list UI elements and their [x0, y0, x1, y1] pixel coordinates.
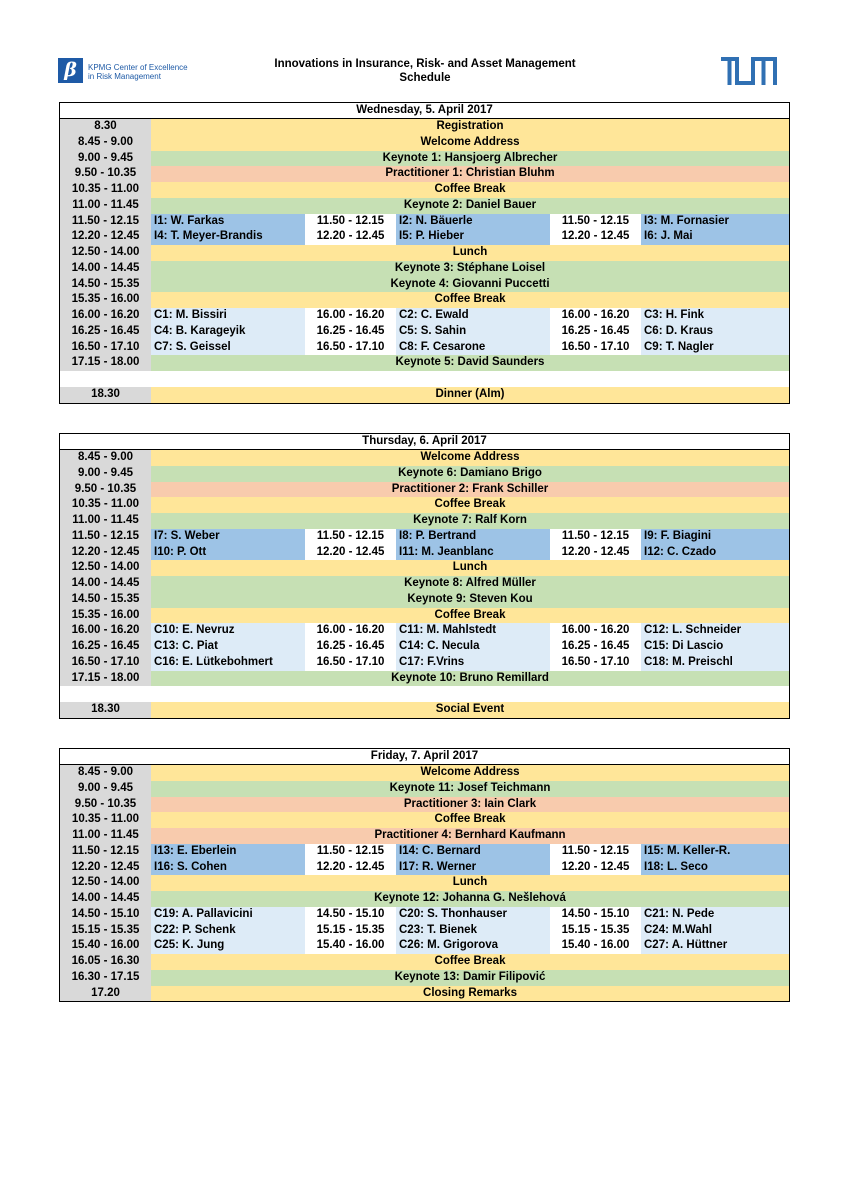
session-label: Keynote 7: Ralf Korn: [151, 513, 789, 529]
session-label: Keynote 6: Damiano Brigo: [151, 466, 789, 482]
session-talk: C19: A. Pallavicini: [151, 907, 305, 923]
parallel-time: 12.20 - 12.45: [305, 545, 396, 561]
schedule-row: [60, 639, 789, 655]
schedule-row: [60, 954, 789, 970]
parallel-time: 14.50 - 15.10: [305, 907, 396, 923]
parallel-time: 12.20 - 12.45: [550, 545, 641, 561]
schedule-row: [60, 907, 789, 923]
time-slot: 11.00 - 11.45: [60, 513, 151, 529]
time-slot: 8.45 - 9.00: [60, 135, 151, 151]
session-talk: C17: F.Vrins: [396, 655, 550, 671]
time-slot: 12.20 - 12.45: [60, 545, 151, 561]
schedule-row: [60, 592, 789, 608]
session-label: Coffee Break: [151, 954, 789, 970]
title-line2: Schedule: [399, 72, 451, 84]
session-label: Dinner (Alm): [151, 387, 789, 403]
schedule-row: [60, 277, 789, 293]
session-talk: C22: P. Schenk: [151, 923, 305, 939]
time-slot: 9.00 - 9.45: [60, 466, 151, 482]
session-talk: C10: E. Nevruz: [151, 623, 305, 639]
parallel-time: 12.20 - 12.45: [305, 860, 396, 876]
session-talk: I15: M. Keller-R.: [641, 844, 789, 860]
parallel-time: 12.20 - 12.45: [550, 860, 641, 876]
time-slot: 8.45 - 9.00: [60, 765, 151, 781]
schedule-row: [60, 497, 789, 513]
session-talk: I10: P. Ott: [151, 545, 305, 561]
session-talk: C18: M. Preischl: [641, 655, 789, 671]
session-talk: I3: M. Fornasier: [641, 214, 789, 230]
session-talk: I11: M. Jeanblanc: [396, 545, 550, 561]
session-label: Registration: [151, 119, 789, 135]
time-slot: 10.35 - 11.00: [60, 182, 151, 198]
schedule-row: [60, 812, 789, 828]
session-talk: I16: S. Cohen: [151, 860, 305, 876]
schedule-row: [60, 308, 789, 324]
time-slot: 11.00 - 11.45: [60, 198, 151, 214]
schedule-row: [60, 781, 789, 797]
time-slot: 14.50 - 15.10: [60, 907, 151, 923]
schedule-row: [60, 229, 789, 245]
schedule-row: [60, 986, 789, 1002]
session-talk: I8: P. Bertrand: [396, 529, 550, 545]
parallel-time: 15.15 - 15.35: [305, 923, 396, 939]
time-slot: 18.30: [60, 702, 151, 718]
time-slot: 15.15 - 15.35: [60, 923, 151, 939]
schedule-row: [60, 891, 789, 907]
schedule-row: [60, 765, 789, 781]
schedule-row: [60, 119, 789, 135]
session-talk: I5: P. Hieber: [396, 229, 550, 245]
session-talk: C13: C. Piat: [151, 639, 305, 655]
session-talk: C23: T. Bienek: [396, 923, 550, 939]
session-label: Keynote 12: Johanna G. Nešlehová: [151, 891, 789, 907]
session-label: Practitioner 2: Frank Schiller: [151, 482, 789, 498]
kpmg-logo-line2: in Risk Management: [88, 72, 161, 81]
time-slot: 14.50 - 15.35: [60, 277, 151, 293]
schedule-row: [60, 938, 789, 954]
time-slot: 11.00 - 11.45: [60, 828, 151, 844]
session-label: Lunch: [151, 245, 789, 261]
schedule-row: [60, 844, 789, 860]
time-slot: 16.50 - 17.10: [60, 655, 151, 671]
beta-icon: β: [58, 58, 83, 83]
session-talk: I7: S. Weber: [151, 529, 305, 545]
session-label: Coffee Break: [151, 182, 789, 198]
schedule-row: [60, 198, 789, 214]
time-slot: 17.15 - 18.00: [60, 355, 151, 371]
schedule-row: [60, 166, 789, 182]
session-talk: C25: K. Jung: [151, 938, 305, 954]
session-label: Coffee Break: [151, 497, 789, 513]
session-label: Social Event: [151, 702, 789, 718]
session-talk: I4: T. Meyer-Brandis: [151, 229, 305, 245]
kpmg-logo-text: [88, 63, 208, 81]
schedule-row: [60, 151, 789, 167]
time-slot: 9.50 - 10.35: [60, 797, 151, 813]
session-talk: I17: R. Werner: [396, 860, 550, 876]
session-label: Lunch: [151, 875, 789, 891]
schedule-row: [60, 529, 789, 545]
schedule-row: [60, 702, 789, 718]
time-slot: 9.50 - 10.35: [60, 482, 151, 498]
schedule-row: [60, 513, 789, 529]
schedule-row: [60, 292, 789, 308]
time-slot: 9.00 - 9.45: [60, 151, 151, 167]
session-label: Welcome Address: [151, 450, 789, 466]
day-title: Friday, 7. April 2017: [60, 749, 789, 765]
time-slot: 17.20: [60, 986, 151, 1002]
parallel-time: 16.00 - 16.20: [305, 623, 396, 639]
parallel-time: 11.50 - 12.15: [305, 214, 396, 230]
blank-row: [60, 371, 789, 387]
parallel-time: 16.50 - 17.10: [305, 340, 396, 356]
schedule-row: [60, 970, 789, 986]
parallel-time: 16.00 - 16.20: [305, 308, 396, 324]
time-slot: 15.35 - 16.00: [60, 292, 151, 308]
session-label: Coffee Break: [151, 812, 789, 828]
schedule-row: [60, 387, 789, 403]
session-talk: I18: L. Seco: [641, 860, 789, 876]
session-talk: C1: M. Bissiri: [151, 308, 305, 324]
title-line1: Innovations in Insurance, Risk- and Asset Management: [274, 58, 576, 70]
schedule-row: [60, 261, 789, 277]
session-label: Practitioner 3: Iain Clark: [151, 797, 789, 813]
schedule-row: [60, 560, 789, 576]
parallel-time: 11.50 - 12.15: [305, 529, 396, 545]
schedule-row: [60, 355, 789, 371]
schedule-row: [60, 450, 789, 466]
parallel-time: 16.50 - 17.10: [550, 340, 641, 356]
session-talk: C7: S. Geissel: [151, 340, 305, 356]
time-slot: 15.40 - 16.00: [60, 938, 151, 954]
session-label: Keynote 10: Bruno Remillard: [151, 671, 789, 687]
session-label: Welcome Address: [151, 765, 789, 781]
schedule-row: [60, 135, 789, 151]
session-label: Keynote 8: Alfred Müller: [151, 576, 789, 592]
time-slot: 12.50 - 14.00: [60, 245, 151, 261]
page-header: [0, 0, 842, 100]
session-label: Practitioner 1: Christian Bluhm: [151, 166, 789, 182]
session-talk: C24: M.Wahl: [641, 923, 789, 939]
time-slot: 16.00 - 16.20: [60, 308, 151, 324]
schedule-row: [60, 466, 789, 482]
time-slot: 9.50 - 10.35: [60, 166, 151, 182]
session-talk: C21: N. Pede: [641, 907, 789, 923]
schedule-row: [60, 608, 789, 624]
blank-row: [60, 686, 789, 702]
parallel-time: 11.50 - 12.15: [550, 214, 641, 230]
time-slot: 16.05 - 16.30: [60, 954, 151, 970]
parallel-time: 11.50 - 12.15: [305, 844, 396, 860]
session-talk: I1: W. Farkas: [151, 214, 305, 230]
session-talk: I12: C. Czado: [641, 545, 789, 561]
day-title: Thursday, 6. April 2017: [60, 434, 789, 450]
session-talk: C12: L. Schneider: [641, 623, 789, 639]
schedule-row: [60, 797, 789, 813]
schedule-row: [60, 245, 789, 261]
session-label: Keynote 9: Steven Kou: [151, 592, 789, 608]
time-slot: 12.50 - 14.00: [60, 560, 151, 576]
session-label: Keynote 1: Hansjoerg Albrecher: [151, 151, 789, 167]
session-talk: C27: A. Hüttner: [641, 938, 789, 954]
time-slot: 14.00 - 14.45: [60, 261, 151, 277]
time-slot: 18.30: [60, 387, 151, 403]
time-slot: 14.50 - 15.35: [60, 592, 151, 608]
time-slot: 9.00 - 9.45: [60, 781, 151, 797]
session-label: Keynote 11: Josef Teichmann: [151, 781, 789, 797]
parallel-time: 15.40 - 16.00: [305, 938, 396, 954]
time-slot: 14.00 - 14.45: [60, 576, 151, 592]
parallel-time: 16.50 - 17.10: [550, 655, 641, 671]
parallel-time: 12.20 - 12.45: [305, 229, 396, 245]
kpmg-logo-line1: KPMG Center of Excellence: [88, 63, 188, 72]
session-label: Keynote 2: Daniel Bauer: [151, 198, 789, 214]
kpmg-logo: [58, 58, 208, 86]
document-title: [200, 57, 650, 85]
time-slot: 10.35 - 11.00: [60, 812, 151, 828]
time-slot: 16.25 - 16.45: [60, 324, 151, 340]
session-talk: C11: M. Mahlstedt: [396, 623, 550, 639]
session-talk: C9: T. Nagler: [641, 340, 789, 356]
schedule-row: [60, 324, 789, 340]
parallel-time: 11.50 - 12.15: [550, 844, 641, 860]
session-talk: C3: H. Fink: [641, 308, 789, 324]
session-label: Keynote 13: Damir Filipović: [151, 970, 789, 986]
time-slot: 8.30: [60, 119, 151, 135]
session-talk: C5: S. Sahin: [396, 324, 550, 340]
time-slot: 17.15 - 18.00: [60, 671, 151, 687]
parallel-time: 12.20 - 12.45: [550, 229, 641, 245]
schedule-row: [60, 923, 789, 939]
time-slot: 12.50 - 14.00: [60, 875, 151, 891]
parallel-time: 15.15 - 15.35: [550, 923, 641, 939]
parallel-time: 16.25 - 16.45: [550, 324, 641, 340]
session-label: Keynote 4: Giovanni Puccetti: [151, 277, 789, 293]
session-label: Keynote 5: David Saunders: [151, 355, 789, 371]
parallel-time: 16.25 - 16.45: [305, 324, 396, 340]
parallel-time: 16.00 - 16.20: [550, 308, 641, 324]
session-talk: C26: M. Grigorova: [396, 938, 550, 954]
schedule-row: [60, 576, 789, 592]
parallel-time: 16.25 - 16.45: [550, 639, 641, 655]
session-talk: C8: F. Cesarone: [396, 340, 550, 356]
time-slot: 11.50 - 12.15: [60, 214, 151, 230]
time-slot: 15.35 - 16.00: [60, 608, 151, 624]
session-talk: I13: E. Eberlein: [151, 844, 305, 860]
session-talk: I6: J. Mai: [641, 229, 789, 245]
schedule-row: [60, 655, 789, 671]
day-title: Wednesday, 5. April 2017: [60, 103, 789, 119]
time-slot: 16.50 - 17.10: [60, 340, 151, 356]
parallel-time: 16.25 - 16.45: [305, 639, 396, 655]
session-talk: C15: Di Lascio: [641, 639, 789, 655]
session-talk: C4: B. Karageyik: [151, 324, 305, 340]
session-talk: C16: E. Lütkebohmert: [151, 655, 305, 671]
schedule-row: [60, 623, 789, 639]
schedule-row: [60, 214, 789, 230]
schedule-row: [60, 482, 789, 498]
session-talk: I14: C. Bernard: [396, 844, 550, 860]
time-slot: 14.00 - 14.45: [60, 891, 151, 907]
time-slot: 11.50 - 12.15: [60, 529, 151, 545]
parallel-time: 14.50 - 15.10: [550, 907, 641, 923]
time-slot: 12.20 - 12.45: [60, 229, 151, 245]
time-slot: 12.20 - 12.45: [60, 860, 151, 876]
time-slot: 11.50 - 12.15: [60, 844, 151, 860]
schedule-wednesday: [59, 102, 790, 404]
session-label: Closing Remarks: [151, 986, 789, 1002]
schedule-row: [60, 828, 789, 844]
schedule-row: [60, 860, 789, 876]
session-label: Coffee Break: [151, 608, 789, 624]
schedule-row: [60, 545, 789, 561]
session-talk: C14: C. Necula: [396, 639, 550, 655]
session-label: Keynote 3: Stéphane Loisel: [151, 261, 789, 277]
parallel-time: 11.50 - 12.15: [550, 529, 641, 545]
schedule-row: [60, 875, 789, 891]
schedule-row: [60, 671, 789, 687]
time-slot: 10.35 - 11.00: [60, 497, 151, 513]
schedule-thursday: [59, 433, 790, 719]
session-talk: I9: F. Biagini: [641, 529, 789, 545]
session-label: Lunch: [151, 560, 789, 576]
session-label: Coffee Break: [151, 292, 789, 308]
time-slot: 16.30 - 17.15: [60, 970, 151, 986]
session-talk: I2: N. Bäuerle: [396, 214, 550, 230]
session-talk: C20: S. Thonhauser: [396, 907, 550, 923]
tum-logo-icon: [721, 57, 777, 85]
session-talk: C2: C. Ewald: [396, 308, 550, 324]
schedule-row: [60, 340, 789, 356]
session-talk: C6: D. Kraus: [641, 324, 789, 340]
session-label: Welcome Address: [151, 135, 789, 151]
parallel-time: 16.00 - 16.20: [550, 623, 641, 639]
time-slot: 16.00 - 16.20: [60, 623, 151, 639]
time-slot: 16.25 - 16.45: [60, 639, 151, 655]
time-slot: 8.45 - 9.00: [60, 450, 151, 466]
session-label: Practitioner 4: Bernhard Kaufmann: [151, 828, 789, 844]
schedule-row: [60, 182, 789, 198]
parallel-time: 15.40 - 16.00: [550, 938, 641, 954]
parallel-time: 16.50 - 17.10: [305, 655, 396, 671]
schedule-friday: [59, 748, 790, 1002]
